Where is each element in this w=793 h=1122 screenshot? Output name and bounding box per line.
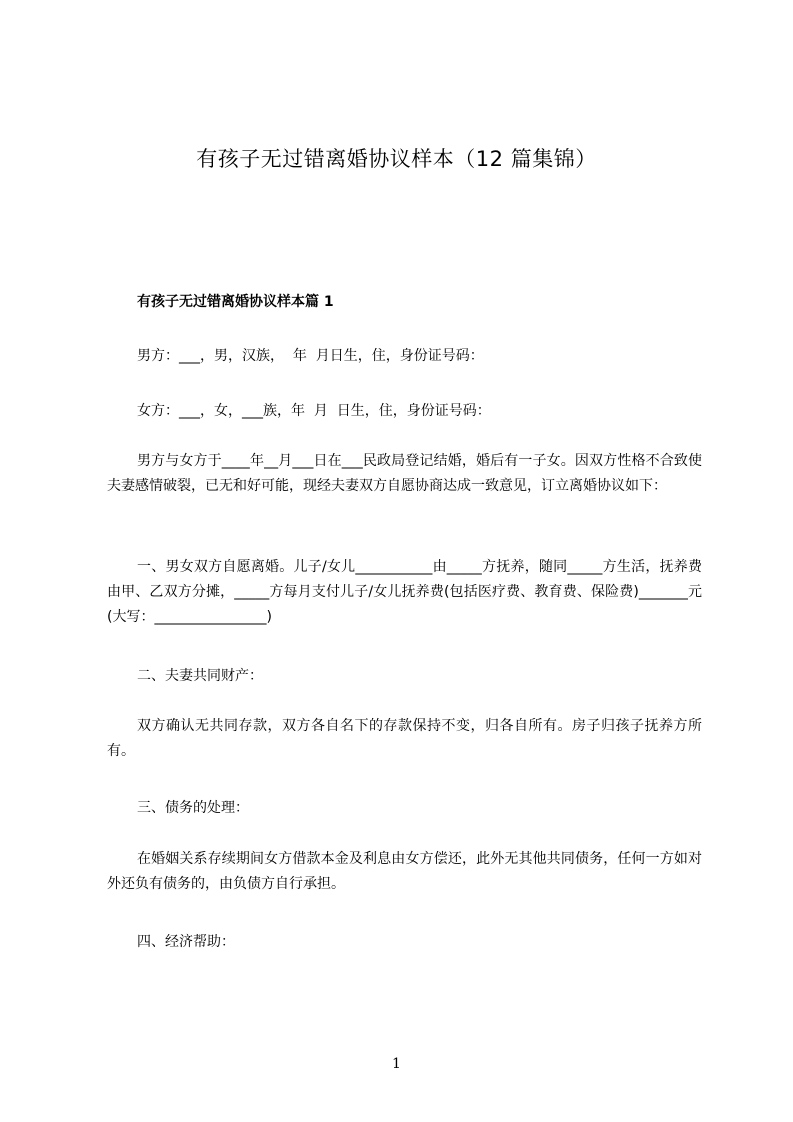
clause-2-paragraph: 双方确认无共同存款，双方各自名下的存款保持不变，归各自所有。房子归孩子抚养方所有。 [107, 718, 702, 759]
female-party-line: 女方：___，女，___族，年 月 日生，住，身份证号码： [137, 403, 491, 419]
section-heading: 有孩子无过错离婚协议样本篇 1 [137, 294, 334, 310]
clause-4-heading: 四、经济帮助： [137, 934, 235, 950]
document-title: 有孩子无过错离婚协议样本（12 篇集锦） [196, 147, 597, 171]
page-number: 1 [392, 1056, 401, 1072]
intro-paragraph: 男方与女方于____年__月___日在___民政局登记结婚，婚后有一子女。因双方性格不合致使夫妻感情破裂，已无和好可能，现经夫妻双方自愿协商达成一致意见，订立离婚协议如下： [107, 453, 702, 494]
clause-2-heading: 二、夫妻共同财产： [137, 668, 263, 684]
clause-1-paragraph: 一、男女双方自愿离婚。儿子/女儿___________由_____方抚养，随同_____方生活，抚养费由甲、乙双方分摊，_____方每月支付儿子/女儿抚养费(包括医疗费、教育费、保险费)_______元(大写：________________) [107, 559, 702, 625]
clause-3-paragraph: 在婚姻关系存续期间女方借款本金及利息由女方偿还，此外无其他共同债务，任何一方如对外还负有债务的，由负债方自行承担。 [107, 851, 702, 892]
male-party-line: 男方：___，男，汉族， 年 月日生，住，身份证号码： [137, 348, 484, 364]
clause-3-heading: 三、债务的处理： [137, 800, 249, 816]
